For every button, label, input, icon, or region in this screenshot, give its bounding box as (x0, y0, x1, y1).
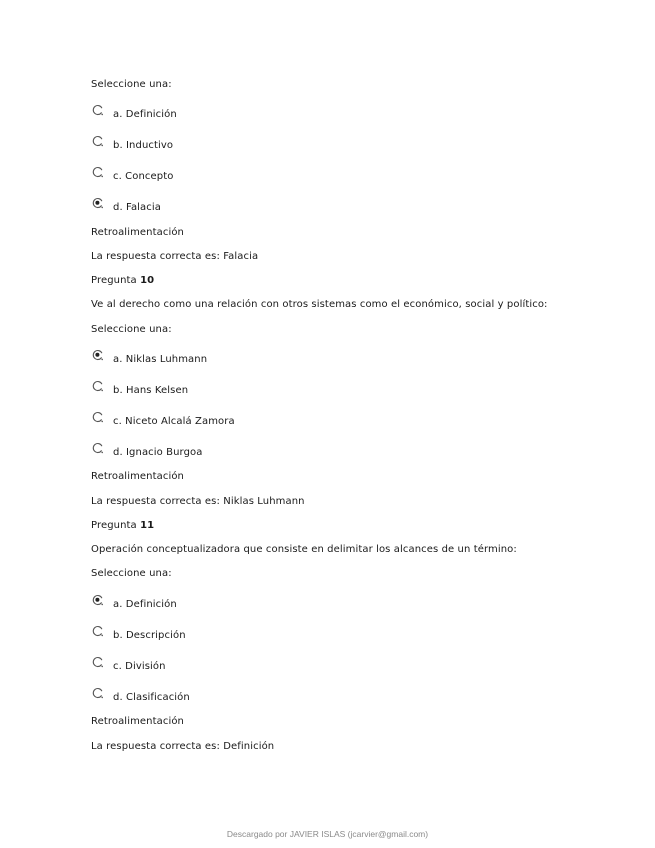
option-q11-a[interactable] (91, 594, 391, 610)
radio-selected-icon[interactable] (92, 197, 104, 209)
option-q10-a[interactable] (91, 349, 391, 365)
option-label: b. Hans Kelsen (113, 385, 189, 396)
option-label: c. Concepto (113, 171, 174, 182)
option-q11-c[interactable] (91, 656, 391, 672)
feedback-heading: Retroalimentación (91, 227, 184, 238)
option-q10-d[interactable] (91, 442, 391, 458)
select-prompt: Seleccione una: (91, 79, 172, 90)
correct-answer: La respuesta correcta es: Definición (91, 741, 275, 752)
select-prompt: Seleccione una: (91, 568, 172, 579)
correct-answer: La respuesta correcta es: Falacia (91, 251, 259, 262)
select-prompt: Seleccione una: (91, 324, 172, 335)
feedback-heading: Retroalimentación (91, 716, 184, 727)
option-q11-d[interactable] (91, 687, 391, 703)
radio-icon[interactable] (92, 380, 104, 392)
radio-selected-icon[interactable] (92, 349, 104, 361)
question-number: 10 (140, 275, 155, 286)
option-label: d. Falacia (113, 202, 161, 213)
option-q11-b[interactable] (91, 625, 391, 641)
radio-icon[interactable] (92, 442, 104, 454)
question-heading-prefix: Pregunta (91, 520, 137, 531)
question-heading (91, 275, 154, 287)
option-label: d. Ignacio Burgoa (113, 447, 203, 458)
radio-icon[interactable] (92, 625, 104, 637)
option-label: b. Inductivo (113, 140, 174, 151)
option-label: c. División (113, 661, 166, 672)
option-label: a. Definición (113, 109, 177, 120)
option-q9-b[interactable] (91, 135, 391, 151)
download-footer: Descargado por JAVIER ISLAS (jcarvier@gmail.com) (226, 829, 429, 839)
radio-icon[interactable] (92, 411, 104, 423)
question-heading (91, 520, 154, 532)
question-number: 11 (140, 520, 155, 531)
option-label: c. Niceto Alcalá Zamora (113, 416, 235, 427)
radio-icon[interactable] (92, 687, 104, 699)
radio-selected-icon[interactable] (92, 594, 104, 606)
option-label: b. Descripción (113, 630, 186, 641)
radio-icon[interactable] (92, 656, 104, 668)
feedback-heading: Retroalimentación (91, 471, 184, 482)
question-heading-prefix: Pregunta (91, 275, 137, 286)
option-label: d. Clasificación (113, 692, 190, 703)
radio-icon[interactable] (92, 104, 104, 116)
option-q10-b[interactable] (91, 380, 391, 396)
radio-icon[interactable] (92, 166, 104, 178)
question-text: Ve al derecho como una relación con otros sistemas como el económico, social y político: (91, 299, 548, 310)
correct-answer: La respuesta correcta es: Niklas Luhmann (91, 496, 305, 507)
radio-icon[interactable] (92, 135, 104, 147)
option-q9-c[interactable] (91, 166, 391, 182)
option-label: a. Niklas Luhmann (113, 354, 208, 365)
option-label: a. Definición (113, 599, 177, 610)
option-q9-a[interactable] (91, 104, 391, 120)
option-q10-c[interactable] (91, 411, 391, 427)
option-q9-d[interactable] (91, 197, 391, 213)
question-text: Operación conceptualizadora que consiste en delimitar los alcances de un término: (91, 544, 517, 555)
